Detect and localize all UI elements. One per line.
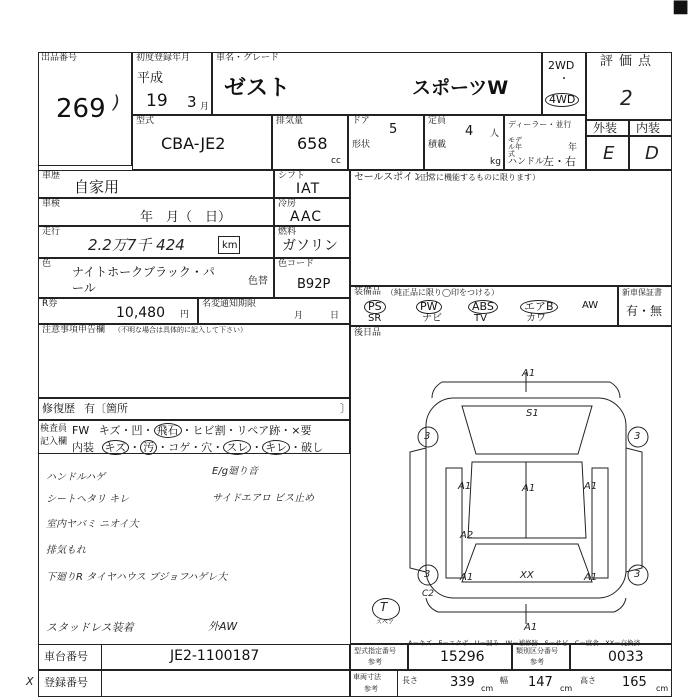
load-unit: kg <box>490 157 501 167</box>
damage-circles <box>412 425 672 595</box>
load-label: 積載 <box>428 140 447 150</box>
inspector-kizu-2: キズ <box>102 440 130 455</box>
car-label: 車名・グレード <box>216 53 280 63</box>
inspector-tobiishi: 飛石 <box>154 423 182 438</box>
first-reg-month: 3 <box>187 93 197 111</box>
fuel-value: ガソリン <box>282 238 338 254</box>
remark-left-2: シートヘタリ キレ <box>46 494 130 505</box>
dims-sub: 参考 <box>364 685 378 693</box>
shift-value: IAT <box>296 181 321 197</box>
car-name: ゼスト <box>224 76 291 101</box>
dealer-label: ディーラー・並行 <box>508 120 572 129</box>
color-value-1: ナイトホークブラック・パ <box>72 265 215 279</box>
warranty-label: 新車保証書 <box>622 288 662 297</box>
damage-rear-left-corner: C2 <box>422 589 435 599</box>
length-label: 長さ <box>402 676 418 685</box>
chassis-value: JE2-1100187 <box>170 648 260 664</box>
remark-right-2: サイドエアロ ビス止め <box>212 493 315 504</box>
history-label: 車歴 <box>42 171 61 181</box>
doors-value: 5 <box>389 122 398 137</box>
class-sub: 参考 <box>530 658 544 666</box>
first-reg-year: 19 <box>146 91 168 111</box>
color-code: B92P <box>297 277 331 292</box>
color-code-label: 色コード <box>278 259 315 269</box>
displacement-label: 排気量 <box>276 116 304 126</box>
length-value: 339 <box>450 675 475 690</box>
corner-mark: ■ <box>672 0 690 17</box>
damage-circle-fl: 3 <box>424 431 431 442</box>
class-value: 0033 <box>608 649 644 665</box>
first-reg-month-unit: 月 <box>200 102 210 112</box>
width-value: 147 <box>528 675 553 690</box>
repair-close: 〕 <box>340 402 351 415</box>
color-value-2: ール <box>72 281 96 295</box>
shaken-value: 年 月（ 日） <box>140 210 232 225</box>
shape-label: 形状 <box>352 140 371 150</box>
handle-value: 左・右 <box>543 155 576 168</box>
notice-label: 名変通知期限 <box>202 299 257 309</box>
remark-right-3: 外AW <box>208 620 238 633</box>
drive-2wd: 2WD <box>548 59 575 72</box>
damage-roof: A1 <box>522 483 536 494</box>
remark-left-5: 下廻りR タイヤハウス ブジョフハゲレ大 <box>46 572 228 583</box>
int-label: 内装 <box>636 121 661 135</box>
notice-month: 月 <box>294 311 304 321</box>
grade-label: 評価点 <box>600 54 658 69</box>
inspector-sep-4: ・ <box>251 441 263 454</box>
inspector-fw: FW <box>72 424 90 437</box>
damage-rear: A1 <box>524 622 538 633</box>
width-label: 幅 <box>500 676 508 685</box>
doors-label: ドア <box>352 116 370 126</box>
sales-points-note: （正常に機能するものに限ります） <box>412 173 540 182</box>
inspector-row1-rest: ・ヒビ割・リペア跡・×要 <box>181 424 312 437</box>
registration-label: 登録番号 <box>44 676 88 689</box>
inspector-hekomi: 凹 <box>131 424 143 437</box>
drive-4wd: 4WD <box>545 93 579 107</box>
history-value: 自家用 <box>74 178 120 196</box>
handle-label: ハンドル <box>508 157 545 167</box>
after-label: 後日品 <box>354 328 382 338</box>
first-reg-era: 平成 <box>137 71 164 86</box>
fuel-label: 燃料 <box>278 227 297 237</box>
grade-value: 2 <box>620 86 633 110</box>
inspector-kire: キレ <box>262 440 290 455</box>
inspector-label-2: 記入欄 <box>40 437 68 447</box>
model-value: CBA-JE2 <box>161 134 226 153</box>
repair-value: 有〔箇所 <box>84 402 128 415</box>
damage-left-door: A1 <box>458 481 472 492</box>
equip-tv: TV <box>474 313 487 324</box>
first-reg-label: 初度登録年月 <box>136 53 191 63</box>
damage-left-quarter: A1 <box>460 572 474 583</box>
damage-right-quarter: A1 <box>584 572 598 583</box>
color-label: 色 <box>42 259 52 269</box>
equipment-note: （純正品に限り◯印をつける） <box>386 288 499 297</box>
equip-navi: ナビ <box>422 313 442 324</box>
ac-label: 冷房 <box>278 199 297 209</box>
chassis-label: 車台番号 <box>44 650 88 663</box>
recycle-value: 10,480 <box>116 305 165 321</box>
spare-label: スペア <box>376 619 395 626</box>
notes-box <box>38 324 350 398</box>
damage-front: A1 <box>522 368 536 379</box>
damage-circle-rr: 3 <box>634 569 641 580</box>
height-label: 高さ <box>580 676 596 685</box>
height-unit: cm <box>656 684 669 693</box>
drive-dot: ・ <box>559 74 569 85</box>
inspector-kizu-1: キズ <box>98 424 121 437</box>
equip-airbag: エアB <box>520 300 558 314</box>
model-year-unit: 年 <box>568 143 578 153</box>
remark-left-3: 室内ヤバミ ニオイ大 <box>46 519 139 530</box>
capacity-label: 定員 <box>428 116 447 126</box>
equip-sr: SR <box>368 313 382 324</box>
inspector-sep-2: ・ <box>142 424 154 437</box>
damage-circle-fr: 3 <box>634 431 641 442</box>
lot-mark: ) <box>113 92 121 113</box>
recycle-unit: 円 <box>180 310 190 320</box>
class-label: 類別区分番号 <box>516 647 558 655</box>
damage-right-door: A1 <box>584 481 598 492</box>
inspector-sep-3: ・ <box>129 441 141 454</box>
damage-circle-rl: 3 <box>424 569 431 580</box>
sales-points-box <box>350 170 672 286</box>
notes-note: （不明な場合は具体的に記入して下さい） <box>114 326 247 334</box>
capacity-value: 4 <box>465 124 474 139</box>
remark-left-6: スタッドレス装着 <box>46 621 134 634</box>
notes-label: 注意事項申告欄 <box>42 325 106 335</box>
inspector-row2-rest: ・破し <box>290 441 324 454</box>
notice-day: 日 <box>330 311 340 321</box>
ext-label: 外装 <box>593 121 618 135</box>
equip-aw: AW <box>582 300 599 311</box>
capacity-unit: 人 <box>490 129 500 139</box>
mileage-label: 走行 <box>42 227 61 237</box>
inspector-sure: スレ <box>223 440 251 455</box>
inspector-label-1: 検査員 <box>40 424 68 434</box>
recycle-label: R券 <box>42 299 58 309</box>
inspector-row-2 <box>72 439 323 455</box>
spare-letter: T <box>380 600 388 614</box>
damage-rear-glass: XX <box>520 570 534 581</box>
remark-left-1: ハンドルハゲ <box>46 472 106 483</box>
shift-label: シフト <box>278 171 306 181</box>
sales-points-label: セールスポイント <box>354 172 434 183</box>
damage-left-rear-door: A2 <box>460 530 474 541</box>
remark-left-4: 排気もれ <box>46 545 86 556</box>
damage-hood: S1 <box>526 408 539 419</box>
margin-mark: X <box>26 675 34 688</box>
inspector-sep-1: ・ <box>120 424 132 437</box>
inspector-koge-ana: ・コゲ・穴・ <box>157 441 224 454</box>
equip-pw: PW <box>416 300 442 314</box>
equip-leather: カワ <box>526 313 546 324</box>
displacement-value: 658 <box>297 134 328 153</box>
repair-label: 修復歴 <box>42 402 75 415</box>
dims-label: 車両寸法 <box>353 673 381 681</box>
damage-legend: A－キズ E－エクボ U－凹み W－補修跡 S－サビ C－腐食 XX－交換済 <box>408 639 641 647</box>
int-value: D <box>645 143 659 164</box>
model-label: 型式 <box>136 116 155 126</box>
car-grade: スポーツW <box>412 77 509 99</box>
length-unit: cm <box>481 684 494 693</box>
remark-right-1: E/g廻り音 <box>212 466 259 477</box>
inspector-yogore: 汚 <box>140 440 157 455</box>
mileage-value: 2.2万7千 424 <box>88 236 185 254</box>
equipment-label: 装備品 <box>354 287 382 297</box>
inspector-naisou: 内装 <box>72 441 94 454</box>
lot-label: 出品番号 <box>41 53 78 63</box>
ext-value: E <box>603 143 615 164</box>
type-designation-sub: 参考 <box>368 658 382 666</box>
type-designation-value: 15296 <box>440 649 485 665</box>
warranty-value: 有・無 <box>626 304 663 318</box>
color-swap-label: 色替 <box>248 276 268 287</box>
height-value: 165 <box>622 675 647 690</box>
equip-ps: PS <box>364 300 386 314</box>
ac-value: AAC <box>290 209 323 225</box>
inspector-row-1 <box>72 422 312 438</box>
model-year-label: モデル年式 <box>508 136 522 158</box>
equip-abs: ABS <box>468 300 498 314</box>
width-unit: cm <box>560 684 573 693</box>
shaken-label: 車検 <box>42 199 61 209</box>
type-designation-label: 型式指定番号 <box>354 647 396 655</box>
displacement-unit: cc <box>331 156 341 166</box>
mileage-unit: km <box>222 240 238 251</box>
lot-number: 269 <box>56 94 106 124</box>
